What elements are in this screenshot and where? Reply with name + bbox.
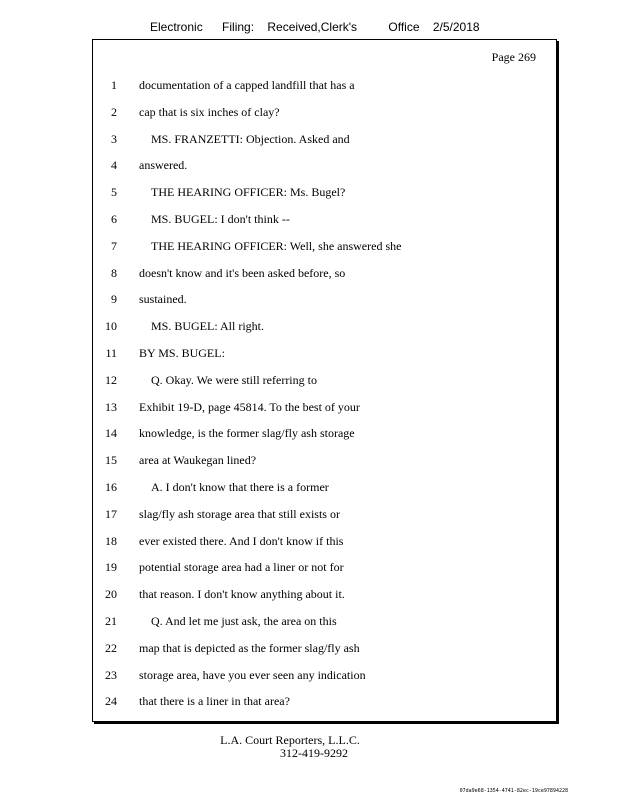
line-number: 19 xyxy=(105,560,117,575)
line-text: Exhibit 19-D, page 45814. To the best of your xyxy=(139,399,360,414)
line-text: map that is depicted as the former slag/fly ash xyxy=(139,640,360,655)
transcript-line xyxy=(93,668,556,688)
line-number: 8 xyxy=(111,265,117,280)
transcript-line xyxy=(93,453,556,473)
line-text: Q. And let me just ask, the area on this xyxy=(151,614,337,628)
line-number: 16 xyxy=(105,480,117,494)
transcript-line xyxy=(93,185,556,205)
court-reporter-name: L.A. Court Reporters, L.L.C. xyxy=(220,733,360,747)
line-number: 1 xyxy=(111,78,117,92)
line-number: 12 xyxy=(105,372,117,387)
transcript-line xyxy=(93,560,556,580)
line-number: 6 xyxy=(111,212,117,226)
transcript-line xyxy=(93,480,556,500)
transcript-line xyxy=(93,212,556,232)
line-text: MS. BUGEL: I don't think -- xyxy=(151,212,290,226)
line-text: storage area, have you ever seen any indication xyxy=(139,667,366,682)
transcript-line xyxy=(93,319,556,339)
line-number: 24 xyxy=(105,694,117,709)
line-number: 14 xyxy=(105,426,117,441)
line-text: ever existed there. And I don't know if this xyxy=(139,533,344,548)
line-text: MS. BUGEL: All right. xyxy=(151,319,265,334)
document-id: 07da9e68-1354-4741-82ec-19ce97894228 xyxy=(459,788,568,794)
line-text: sustained. xyxy=(139,292,187,307)
transcript-line xyxy=(93,105,556,125)
transcript-line xyxy=(93,534,556,554)
transcript-line xyxy=(93,266,556,286)
filing-electronic: Electronic xyxy=(150,20,203,34)
line-number: 17 xyxy=(105,506,117,521)
line-text: THE HEARING OFFICER: Ms. Bugel? xyxy=(151,185,346,200)
line-text: documentation of a capped landfill that has a xyxy=(139,78,355,92)
line-number: 20 xyxy=(105,587,117,602)
transcript-line xyxy=(93,694,556,714)
line-number: 4 xyxy=(111,158,117,173)
line-number: 7 xyxy=(111,238,117,253)
transcript-line xyxy=(93,373,556,393)
line-number: 23 xyxy=(105,667,117,682)
line-number: 18 xyxy=(105,533,117,548)
line-text: doesn't know and it's been asked before, so xyxy=(139,265,346,280)
line-number: 5 xyxy=(111,185,117,200)
transcript-line xyxy=(93,400,556,420)
transcript-line xyxy=(93,132,556,152)
page-number: Page 269 xyxy=(491,50,536,64)
filing-label: Filing: xyxy=(222,20,255,34)
transcript-line xyxy=(93,239,556,259)
filing-date: 2/5/2018 xyxy=(432,20,480,34)
line-text: area at Waukegan lined? xyxy=(139,453,257,468)
line-number: 22 xyxy=(105,640,117,655)
line-number: 2 xyxy=(111,104,117,119)
transcript-line xyxy=(93,614,556,634)
line-number: 21 xyxy=(105,614,117,628)
court-reporter-phone: 312-419-9292 xyxy=(280,746,348,760)
transcript-line xyxy=(93,346,556,366)
line-text: cap that is six inches of clay? xyxy=(139,104,280,119)
line-text: potential storage area had a liner or not for xyxy=(139,560,344,575)
line-text: MS. FRANZETTI: Objection. Asked and xyxy=(151,131,350,146)
transcript-page xyxy=(92,39,557,722)
line-number: 15 xyxy=(105,453,117,468)
transcript-line xyxy=(93,507,556,527)
line-text: that reason. I don't know anything about it. xyxy=(139,587,345,602)
line-text: that there is a liner in that area? xyxy=(139,694,290,709)
line-text: Q. Okay. We were still referring to xyxy=(151,372,317,387)
transcript-line xyxy=(93,641,556,661)
line-text: knowledge, is the former slag/fly ash storage xyxy=(139,426,355,441)
line-text: BY MS. BUGEL: xyxy=(139,346,225,360)
line-text: THE HEARING OFFICER: Well, she answered she xyxy=(151,238,402,253)
line-number: 9 xyxy=(111,292,117,307)
transcript-line xyxy=(93,292,556,312)
transcript-line xyxy=(93,426,556,446)
transcript-line xyxy=(93,158,556,178)
line-number: 13 xyxy=(105,399,117,414)
filing-office: Office xyxy=(388,20,420,34)
line-number: 11 xyxy=(105,346,117,360)
transcript-line xyxy=(93,78,556,98)
line-number: 3 xyxy=(111,131,117,146)
filing-received: Received,Clerk's xyxy=(267,20,358,34)
line-text: A. I don't know that there is a former xyxy=(151,480,329,494)
line-number: 10 xyxy=(105,319,117,334)
filing-stamp-header xyxy=(150,20,480,34)
line-text: answered. xyxy=(139,158,188,173)
line-text: slag/fly ash storage area that still exists or xyxy=(139,506,340,521)
transcript-line xyxy=(93,587,556,607)
